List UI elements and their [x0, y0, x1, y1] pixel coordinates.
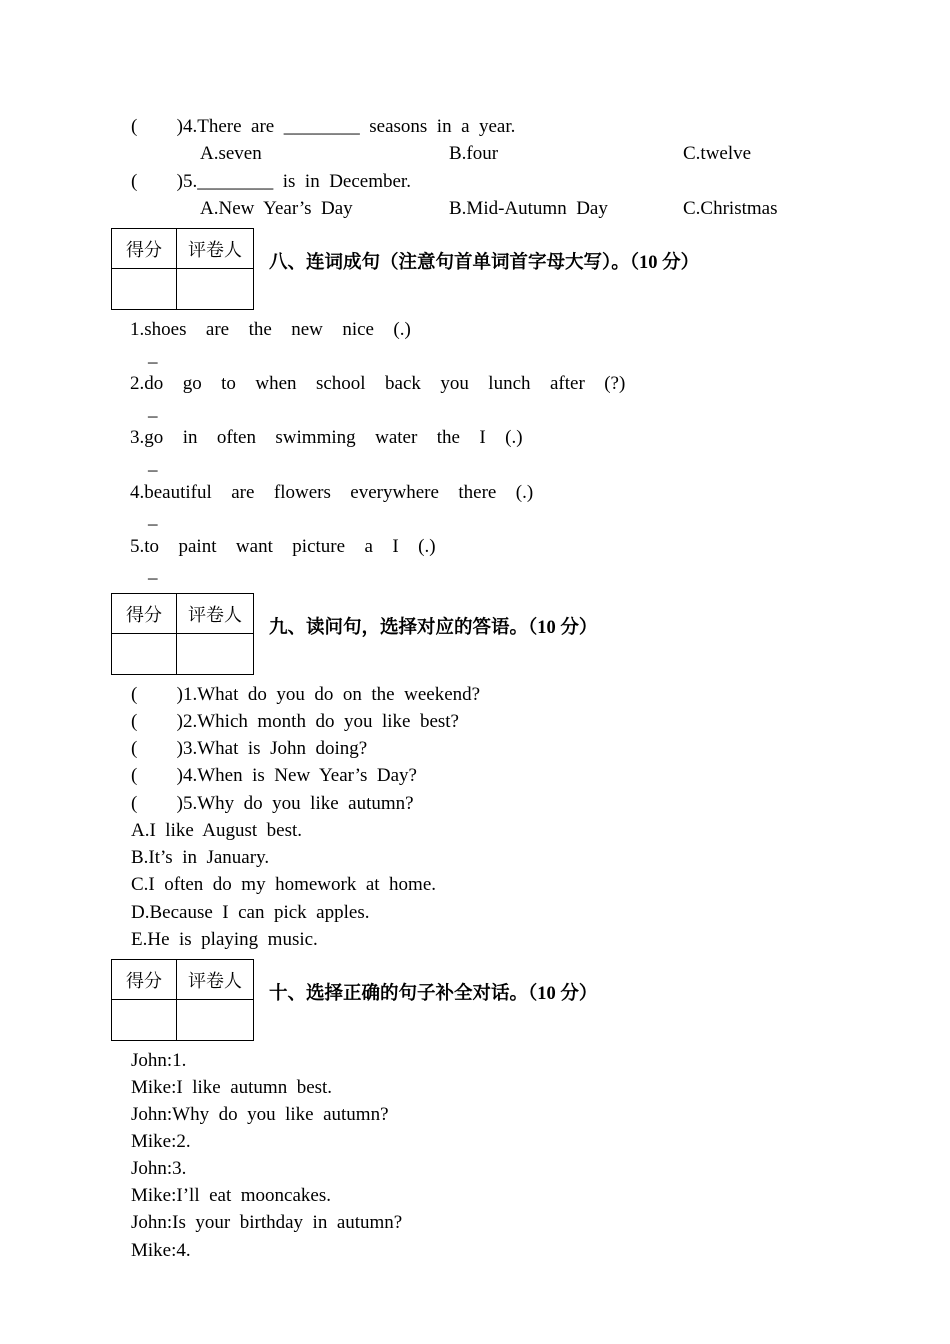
answer-choice: B.It’s in January.: [131, 847, 270, 868]
grader-label: 评卷人: [177, 960, 254, 1000]
choice-question-5: [131, 168, 411, 195]
answer-choice: D.Because I can pick apples.: [131, 902, 370, 923]
word-order-item: 5.to paint want picture a I (.): [130, 536, 436, 557]
answer-bracket: ( ): [131, 116, 183, 137]
dialogue-line: John:Is your birthday in autumn?: [131, 1212, 403, 1233]
question-text: 3.What is John doing?: [183, 738, 368, 759]
grader-label: 评卷人: [177, 229, 254, 269]
answer-choice: A.I like August best.: [131, 820, 302, 841]
grader-cell: [177, 634, 254, 675]
dialogue-line: Mike:2.: [131, 1131, 191, 1152]
word-order-item: 2.do go to when school back you lunch after (?): [130, 373, 626, 394]
answer-bracket: ( ): [131, 711, 183, 732]
score-box: [111, 959, 254, 1041]
question-text: 1.What do you do on the weekend?: [183, 684, 481, 705]
dialogue-line: Mike:I’ll eat mooncakes.: [131, 1185, 331, 1206]
question-text: 4.When is New Year’s Day?: [183, 765, 417, 786]
grader-label: 评卷人: [177, 594, 254, 634]
choice-question-4: [131, 113, 515, 140]
score-cell: [112, 634, 177, 675]
dialogue-line: John:3.: [131, 1158, 187, 1179]
question-text: 4.There are ________ seasons in a year.: [183, 116, 516, 137]
word-order-item: 1.shoes are the new nice (.): [130, 319, 411, 340]
dialogue-line: John:Why do you like autumn?: [131, 1104, 389, 1125]
answer-line: _: [148, 561, 158, 582]
matching-question: [131, 708, 459, 735]
matching-question: [131, 681, 480, 708]
option-b: B.Mid-Autumn Day: [449, 198, 608, 219]
option-c: C.twelve: [683, 143, 752, 164]
answer-bracket: ( ): [131, 738, 183, 759]
answer-bracket: ( ): [131, 793, 183, 814]
grader-cell: [177, 269, 254, 310]
score-label: 得分: [112, 229, 177, 269]
score-cell: [112, 1000, 177, 1041]
word-order-item: 4.beautiful are flowers everywhere there (.): [130, 482, 534, 503]
question-text: 2.Which month do you like best?: [183, 711, 459, 732]
grader-cell: [177, 1000, 254, 1041]
section-heading: 八、连词成句（注意句首单词首字母大写）。（10 分）: [269, 253, 700, 273]
answer-choice: E.He is playing music.: [131, 929, 318, 950]
question-text: 5.Why do you like autumn?: [183, 793, 414, 814]
dialogue-line: Mike:4.: [131, 1240, 191, 1261]
answer-bracket: ( ): [131, 171, 183, 192]
score-label: 得分: [112, 960, 177, 1000]
option-a: A.seven: [200, 143, 262, 164]
answer-bracket: ( ): [131, 684, 183, 705]
section-heading: 十、选择正确的句子补全对话。（10 分）: [269, 984, 598, 1004]
answer-line: _: [148, 453, 158, 474]
score-cell: [112, 269, 177, 310]
score-box: [111, 228, 254, 310]
matching-question: [131, 762, 417, 789]
section-heading: 九、读问句，选择对应的答语。（10 分）: [269, 618, 598, 638]
word-order-item: 3.go in often swimming water the I (.): [130, 427, 523, 448]
dialogue-line: Mike:I like autumn best.: [131, 1077, 333, 1098]
answer-choice: C.I often do my homework at home.: [131, 874, 437, 895]
matching-question: [131, 790, 414, 817]
option-c: C.Christmas: [683, 198, 778, 219]
answer-bracket: ( ): [131, 765, 183, 786]
answer-line: _: [148, 507, 158, 528]
dialogue-line: John:1.: [131, 1050, 187, 1071]
option-a: A.New Year’s Day: [200, 198, 353, 219]
answer-line: _: [148, 399, 158, 420]
option-b: B.four: [449, 143, 499, 164]
score-label: 得分: [112, 594, 177, 634]
answer-line: _: [148, 345, 158, 366]
question-text: 5.________ is in December.: [183, 171, 411, 192]
matching-question: [131, 735, 367, 762]
score-box: [111, 593, 254, 675]
